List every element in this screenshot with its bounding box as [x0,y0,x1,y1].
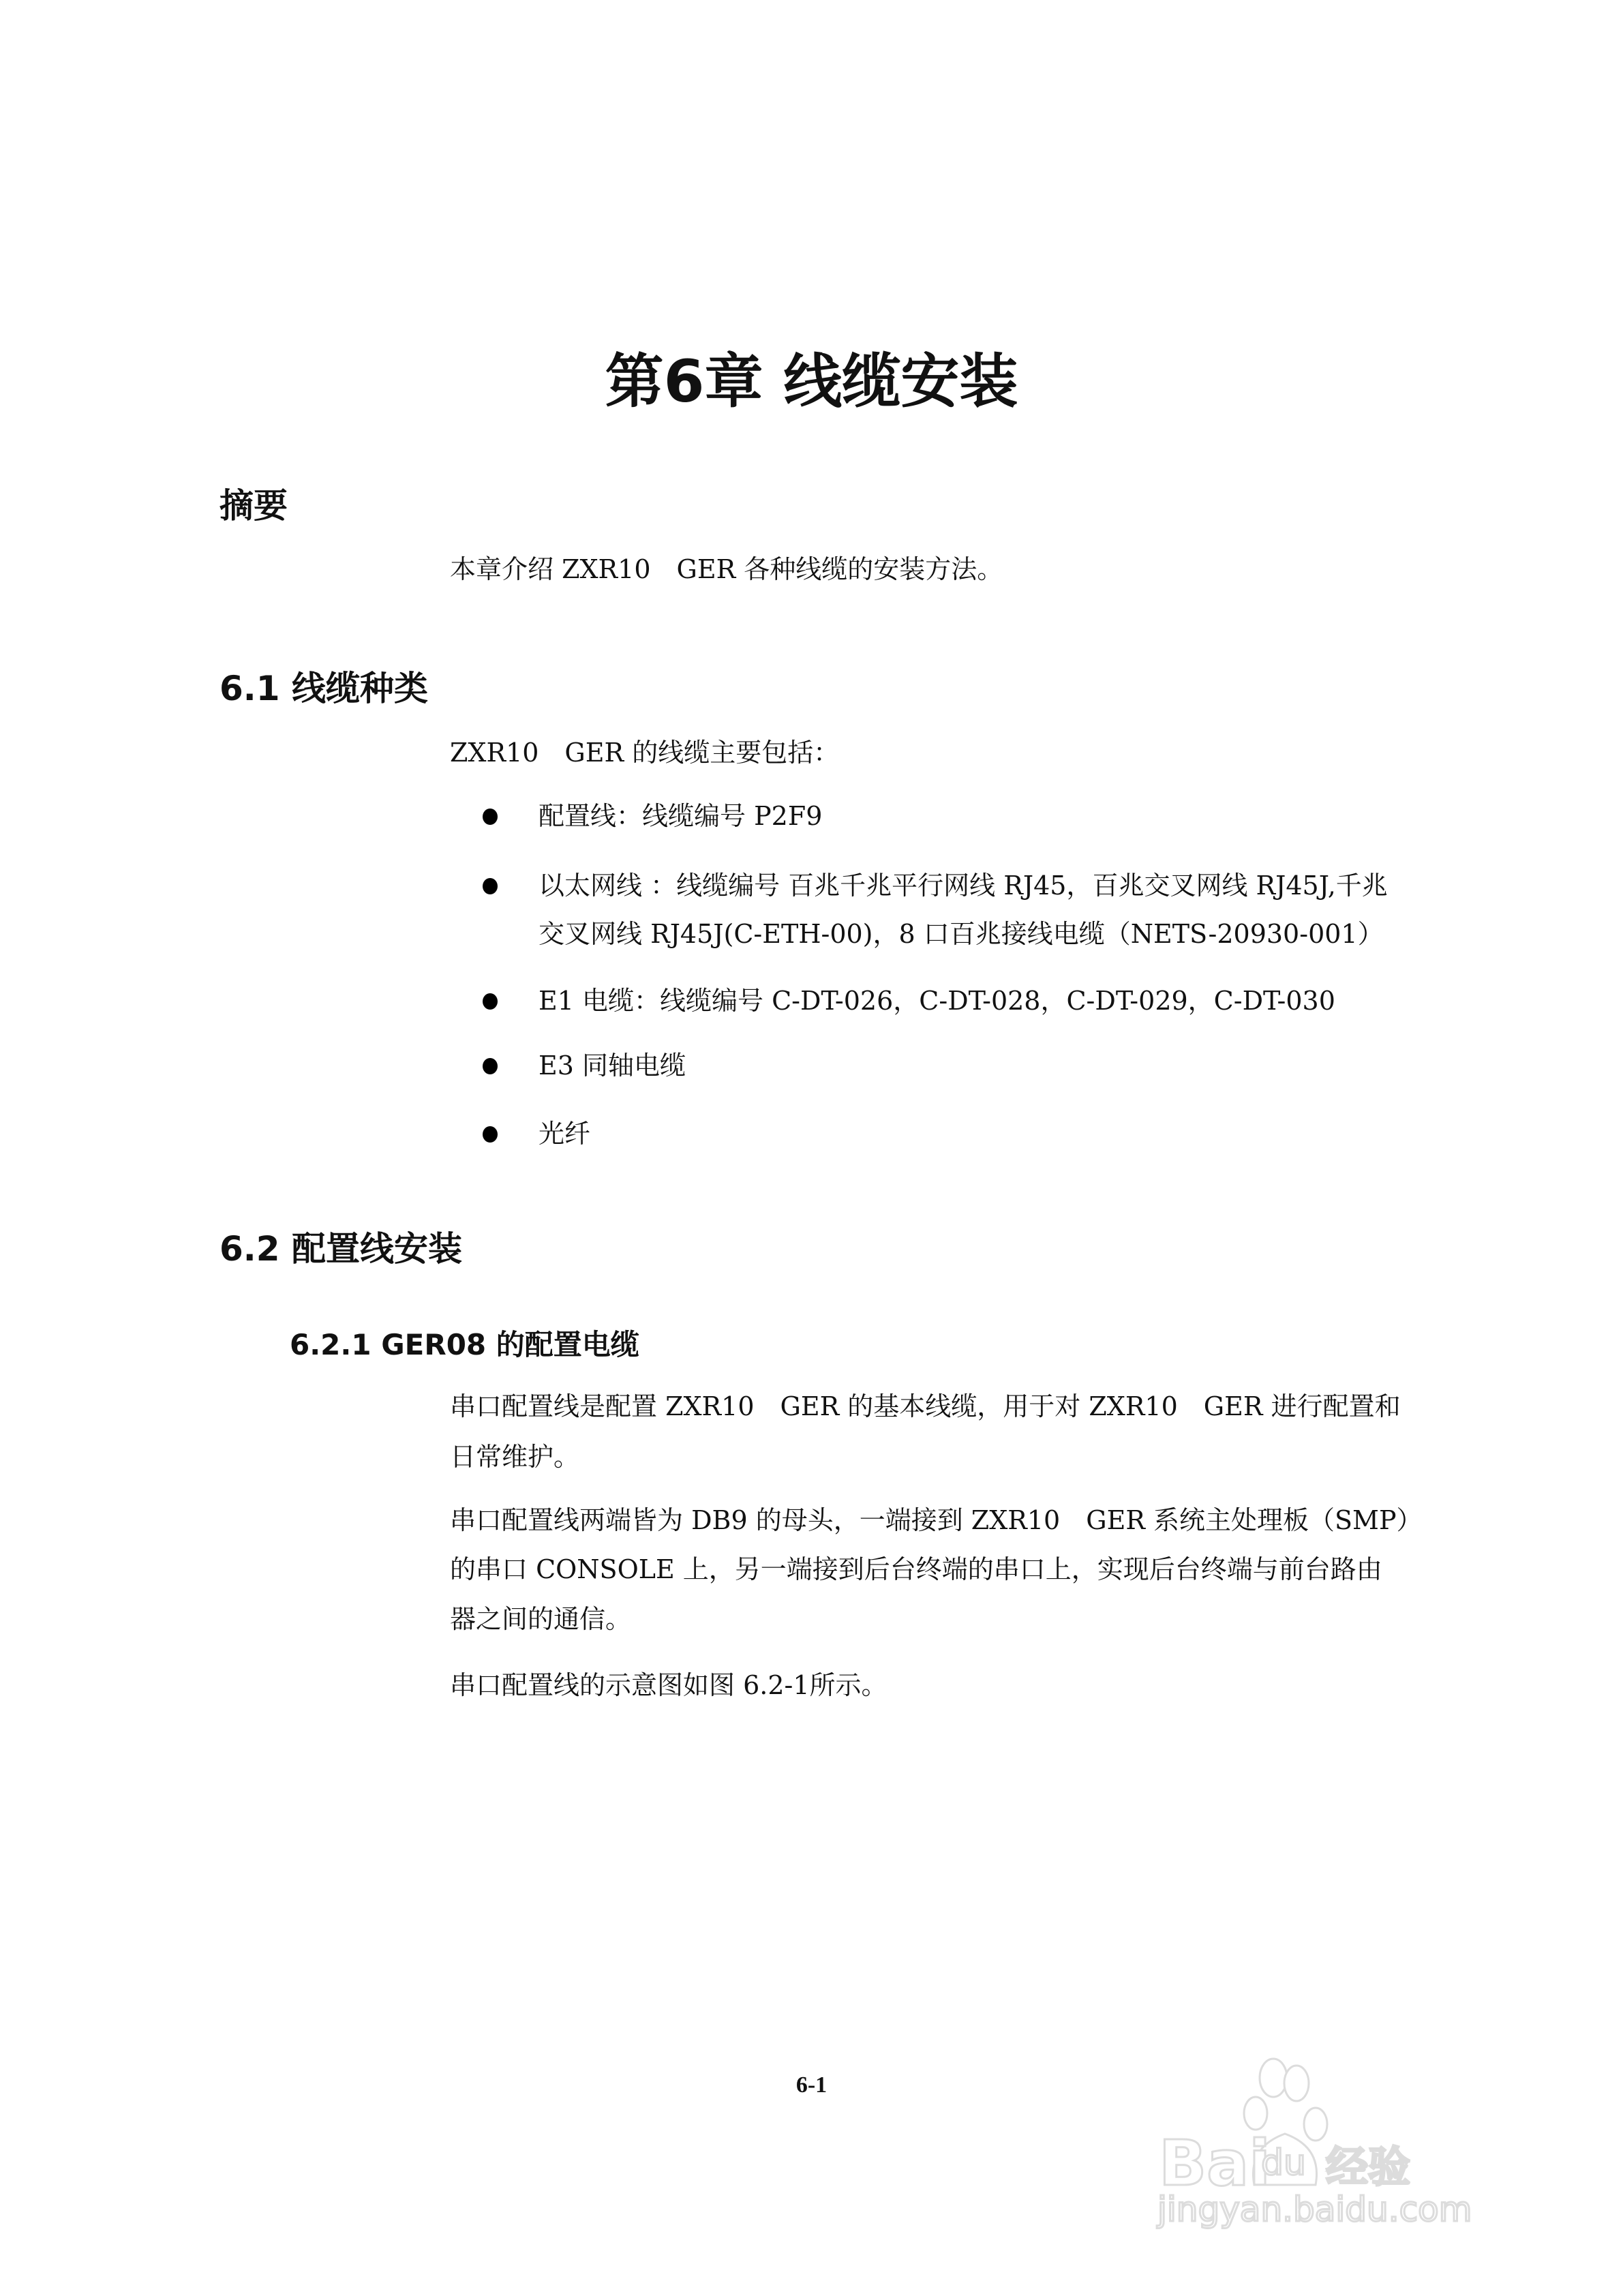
section-6-2-heading: 6.2 配置线安装 [219,1229,462,1269]
paragraph-line: 串口配置线是配置 ZXR10 GER 的基本线缆，用于对 ZXR10 GER 进行配置和 [450,1391,1401,1421]
bullet-icon [483,1126,498,1143]
paragraph-line: 串口配置线的示意图如图 6.2-1所示。 [450,1670,888,1700]
summary-text: 本章介绍 ZXR10 GER 各种线缆的安装方法。 [450,554,1003,584]
bullet-icon [483,878,498,894]
baidu-paw-logo-icon [1152,2045,1472,2229]
bullet-icon [483,1058,498,1074]
page-number: 6-1 [795,2072,828,2098]
bullet-icon [483,809,498,825]
bullet-item: 光纤 [539,1119,591,1149]
section-6-1-heading: 6.1 线缆种类 [219,669,428,708]
svg-text:jingyan.baidu.com: jingyan.baidu.com [1157,2190,1472,2229]
baidu-jingyan-watermark [1152,2045,1472,2229]
paragraph-line: 串口配置线两端皆为 DB9 的母头，一端接到 ZXR10 GER 系统主处理板（SMP） [450,1505,1423,1535]
bullet-item: 以太网线 ：线缆编号 百兆千兆平行网线 RJ45，百兆交叉网线 RJ45J,千兆 [539,871,1388,901]
bullet-icon [483,993,498,1010]
section-6-2-1-heading: 6.2.1 GER08 的配置电缆 [290,1328,639,1361]
bullet-item-continued: 交叉网线 RJ45J(C-ETH-00)，8 口百兆接线电缆（NETS-20930-001） [539,919,1384,949]
bullet-item: E3 同轴电缆 [539,1051,686,1081]
bullet-item: 配置线：线缆编号 P2F9 [539,801,823,831]
bullet-item: E1 电缆：线缆编号 C-DT-026，C-DT-028，C-DT-029，C-DT-030 [539,986,1335,1016]
paragraph-line: 日常维护。 [450,1442,580,1472]
svg-text:du: du [1261,2143,1306,2184]
summary-heading: 摘要 [219,486,288,526]
section-6-1-intro: ZXR10 GER 的线缆主要包括： [450,738,840,768]
paragraph-line: 的串口 CONSOLE 上，另一端接到后台终端的串口上，实现后台终端与前台路由 [450,1554,1382,1584]
svg-text:经验: 经验 [1326,2142,1411,2192]
paragraph-line: 器之间的通信。 [450,1604,632,1634]
svg-text:Bai: Bai [1159,2127,1271,2200]
chapter-title: 第6章 线缆安装 [605,348,1018,416]
